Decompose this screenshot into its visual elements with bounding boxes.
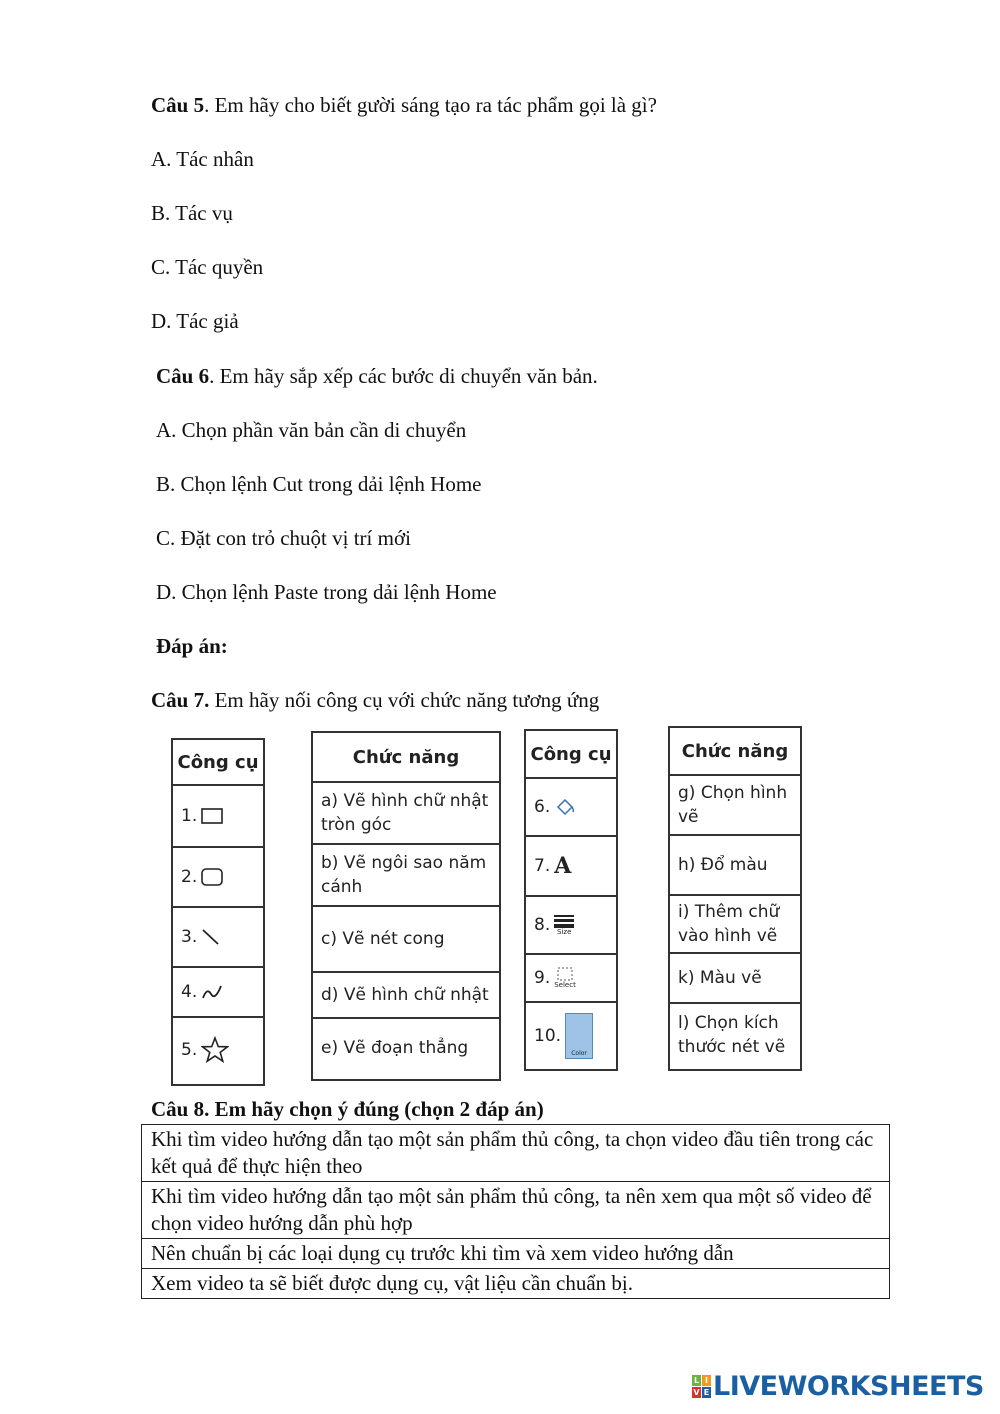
tool-10[interactable]: 10. Color [526,1001,616,1069]
functions-table-2 [668,726,802,1071]
size-icon: Size [554,914,574,936]
rectangle-icon [201,868,223,886]
tool-9[interactable]: 9. Select [526,953,616,1001]
table-row[interactable] [142,1239,890,1269]
q5-option-b[interactable]: B. Tác vụ [151,201,233,225]
function-a[interactable]: a) Vẽ hình chữ nhật tròn góc [313,781,499,843]
function-i[interactable]: i) Thêm chữ vào hình vẽ [670,894,800,952]
tool-8[interactable]: 8. Size [526,895,616,953]
q6-option-d[interactable]: D. Chọn lệnh Paste trong dải lệnh Home [156,580,497,604]
functions-table-2-header: Chức năng [681,740,789,762]
tool-7[interactable]: 7. A [526,835,616,895]
q5-label: Câu 5 [151,93,205,117]
function-d[interactable]: d) Vẽ hình chữ nhật [313,971,499,1017]
function-b[interactable]: b) Vẽ ngôi sao năm cánh [313,843,499,905]
q8-option-3[interactable]: Nên chuẩn bị các loại dụng cụ trước khi tìm và xem video hướng dẫn [142,1239,890,1269]
tool-5[interactable]: 5. [173,1016,263,1082]
tools-table-1 [171,738,265,1086]
q5-text: . Em hãy cho biết gười sáng tạo ra tác phẩm gọi là gì? [204,93,657,117]
q5-option-d[interactable]: D. Tác giả [151,309,239,333]
logo-mark: L I V E [693,1376,710,1397]
tools-table-2-header: Công cụ [530,743,612,765]
function-c[interactable]: c) Vẽ nét cong [313,905,499,971]
fill-bucket-icon [554,797,576,817]
q5-question [151,92,657,118]
table-row[interactable] [142,1125,890,1182]
liveworksheets-logo [692,1371,984,1402]
q7-text: Em hãy nối công cụ với chức năng tương ứng [209,688,600,712]
q8-option-2[interactable]: Khi tìm video hướng dẫn tạo một sản phẩm thủ công, ta nên xem qua một số video để chọn video hướng dẫn phù hợp [142,1182,890,1239]
color-icon: Color [565,1013,593,1059]
q6-answer-label: Đáp án: [156,634,228,658]
q6-text: . Em hãy sắp xếp các bước di chuyển văn bản. [209,364,598,388]
tools-table-2 [524,729,618,1071]
q8-option-4[interactable]: Xem video ta sẽ biết được dụng cụ, vật liệu cần chuẩn bị. [142,1269,890,1299]
tool-3[interactable]: 3. [173,906,263,966]
function-e[interactable]: e) Vẽ đoạn thẳng [313,1017,499,1077]
select-icon: Select [554,967,576,989]
q6-label: Câu 6 [156,364,210,388]
q6-option-a[interactable]: A. Chọn phần văn bản cần di chuyển [156,418,467,442]
function-k[interactable]: k) Màu vẽ [670,952,800,1002]
star-icon [201,1036,229,1064]
q8-option-1[interactable]: Khi tìm video hướng dẫn tạo một sản phẩm thủ công, ta chọn video đầu tiên trong các kết quả để thực hiện theo [142,1125,890,1182]
function-l[interactable]: l) Chọn kích thước nét vẽ [670,1002,800,1065]
logo-text: LIVEWORKSHEETS [713,1371,984,1402]
table-row[interactable] [142,1182,890,1239]
functions-table-1-header: Chức năng [352,746,460,768]
q5-option-a[interactable]: A. Tác nhân [151,147,254,171]
function-h[interactable]: h) Đổ màu [670,834,800,894]
q6-option-c[interactable]: C. Đặt con trỏ chuột vị trí mới [156,526,411,550]
tools-table-1-header: Công cụ [177,751,259,773]
tool-2[interactable]: 2. [173,846,263,906]
tool-6[interactable]: 6. [526,777,616,835]
line-icon [201,928,221,946]
tool-1[interactable]: 1. [173,784,263,846]
function-g[interactable]: g) Chọn hình vẽ [670,774,800,834]
q8-title: Câu 8. Em hãy chọn ý đúng (chọn 2 đáp án) [151,1097,544,1121]
tool-4[interactable]: 4. [173,966,263,1016]
text-tool-icon: A [554,853,572,879]
q7-question [151,687,599,713]
table-row[interactable] [142,1269,890,1299]
q7-label: Câu 7. [151,688,210,712]
q5-option-c[interactable]: C. Tác quyền [151,255,264,279]
rounded-rectangle-icon [201,808,223,824]
curve-icon [201,983,223,1001]
q6-option-b[interactable]: B. Chọn lệnh Cut trong dải lệnh Home [156,472,482,496]
q6-question [156,363,598,389]
q8-table [141,1124,890,1299]
functions-table-1 [311,731,501,1081]
